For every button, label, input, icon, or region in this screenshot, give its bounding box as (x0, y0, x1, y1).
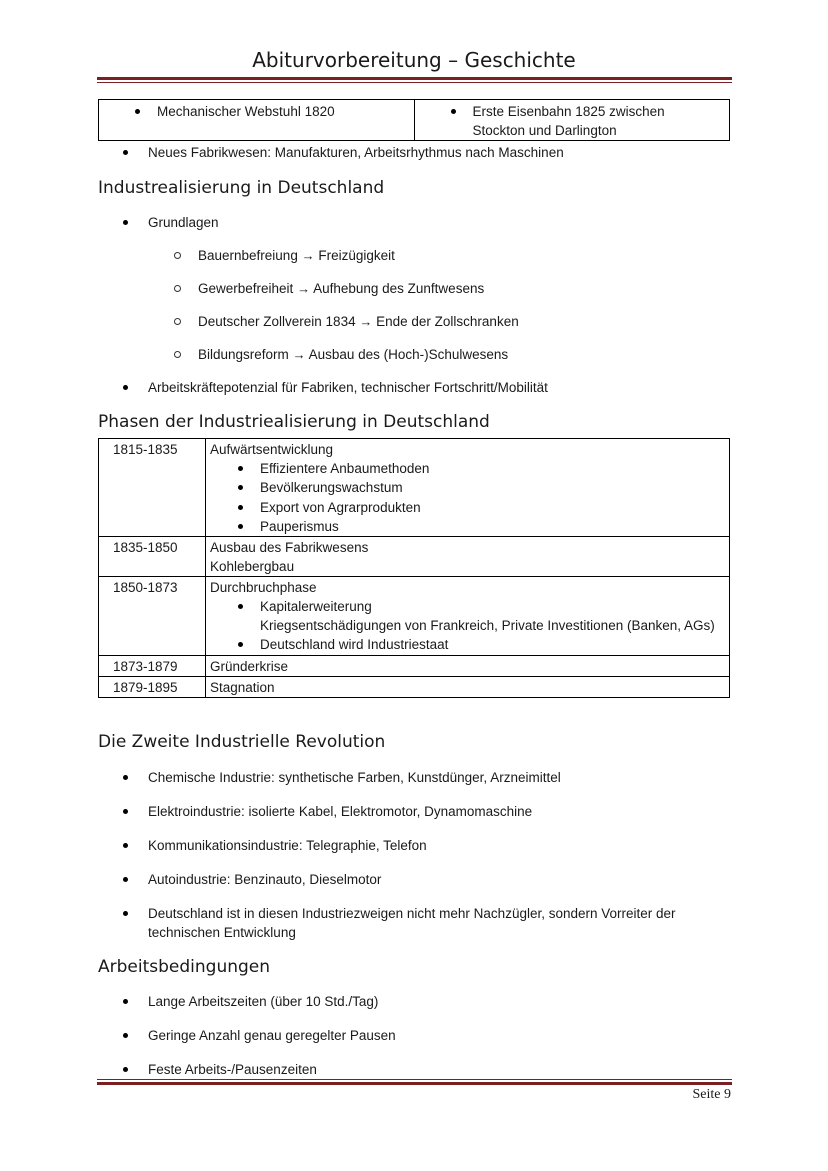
bullet-icon (123, 809, 128, 814)
arrow-right-icon: → (301, 248, 315, 263)
arbeitskraefte-list (98, 378, 730, 397)
bullet-icon (123, 220, 128, 225)
phase-description: Stagnation (206, 676, 730, 697)
arrow-right-icon: → (297, 281, 311, 296)
list-item: Lange Arbeitszeiten (über 10 Std./Tag) (98, 992, 730, 1011)
bullet-icon (238, 604, 243, 609)
bullet-icon (123, 775, 128, 780)
phase-years: 1835-1850 (99, 537, 206, 577)
list-item: Bauernbefreiung → Freizügigkeit (98, 246, 730, 265)
list-item: Gewerbefreiheit → Aufhebung des Zunftwesens (98, 279, 730, 298)
phase-years: 1850-1873 (99, 577, 206, 656)
list-item: Deutschland wird Industriestaat (210, 635, 729, 654)
page-number: Seite 9 (692, 1087, 731, 1102)
list-item: Elektroindustrie: isolierte Kabel, Elektromotor, Dynamomaschine (98, 802, 730, 821)
list-item: Chemische Industrie: synthetische Farben, Kunstdünger, Arzneimittel (98, 768, 730, 787)
page-content (98, 99, 730, 1079)
inventions-cell-right (414, 100, 730, 141)
list-item: Geringe Anzahl genau geregelter Pausen (98, 1026, 730, 1045)
phase-years: 1879-1895 (99, 676, 206, 697)
bullet-icon (238, 485, 243, 490)
fabrikwesen-list (98, 143, 730, 162)
section-heading-industrialisierung: Industrealisierung in Deutschland (98, 178, 385, 198)
table-row (99, 676, 730, 697)
bullet-icon (238, 524, 243, 529)
arrow-right-icon: → (292, 347, 306, 362)
bullet-icon (123, 1067, 128, 1072)
list-item: Neues Fabrikwesen: Manufakturen, Arbeitsrhythmus nach Maschinen (98, 143, 730, 162)
phase-bullets (210, 459, 729, 536)
phase-description: Ausbau des Fabrikwesens Kohlebergbau (206, 537, 730, 577)
section-heading-arbeitsbedingungen: Arbeitsbedingungen (98, 956, 271, 977)
circle-bullet-icon (174, 285, 181, 292)
bullet-icon (123, 911, 128, 916)
inventions-right-line1: Erste Eisenbahn 1825 zwischen (472, 104, 665, 119)
list-item: Bevölkerungswachstum (210, 478, 729, 497)
bullet-icon (123, 843, 128, 848)
list-item: Deutscher Zollverein 1834 → Ende der Zollschranken (98, 312, 730, 331)
list-item: Bildungsreform → Ausbau des (Hoch-)Schulwesens (98, 345, 730, 364)
grundlagen-list (98, 213, 730, 232)
list-item: Kommunikationsindustrie: Telegraphie, Telefon (98, 836, 730, 855)
footer-rule (97, 1079, 732, 1085)
table-row (99, 577, 730, 656)
list-item: Arbeitskräftepotenzial für Fabriken, technischer Fortschritt/Mobilität (98, 378, 730, 397)
list-item: Pauperismus (210, 517, 729, 536)
table-row (99, 439, 730, 537)
list-item: Feste Arbeits-/Pausenzeiten (98, 1060, 730, 1079)
phase-description: Aufwärtsentwicklung Effizientere Anbaumethoden Bevölkerungswachstum Export von Agrarprodukten Pauperismus (206, 439, 730, 537)
circle-bullet-icon (174, 252, 181, 259)
phase-description: Gründerkrise (206, 655, 730, 676)
phase-bullets (210, 597, 729, 616)
list-item: Kapitalerweiterung (210, 597, 729, 616)
inventions-right-line2: Stockton und Darlington (472, 123, 617, 138)
phase-bullets (210, 635, 729, 654)
bullet-continuation: Kriegsentschädigungen von Frankreich, Private Investitionen (Banken, AGs) (260, 618, 715, 634)
phase-description: Durchbruchphase Kapitalerweiterung Kriegsentschädigungen von Frankreich, Private Investitionen (Banken, AGs) Deutschland wird Industriestaat (206, 577, 730, 656)
inventions-left-text: Mechanischer Webstuhl 1820 (157, 104, 335, 119)
arrow-right-icon: → (359, 314, 373, 329)
bullet-icon (123, 877, 128, 882)
bullet-icon (238, 505, 243, 510)
inventions-cell-left (99, 100, 415, 141)
bullet-icon (238, 466, 243, 471)
list-item: Grundlagen (98, 213, 730, 232)
table-row (99, 537, 730, 577)
section-heading-zweite-revolution: Die Zweite Industrielle Revolution (98, 731, 386, 752)
circle-bullet-icon (174, 318, 181, 325)
list-item: Export von Agrarprodukten (210, 498, 729, 517)
grundlagen-sublist (98, 246, 730, 364)
list-item: Effizientere Anbaumethoden (210, 459, 729, 478)
bullet-icon (451, 109, 456, 114)
list-item: Autoindustrie: Benzinauto, Dieselmotor (98, 870, 730, 889)
bullet-icon (123, 999, 128, 1004)
list-item: Deutschland ist in diesen Industriezweigen nicht mehr Nachzügler, sondern Vorreiter der technischen Entwicklung (98, 904, 730, 942)
bullet-icon (135, 109, 140, 114)
bullet-icon (123, 1033, 128, 1038)
bullet-icon (123, 150, 128, 155)
inventions-table (98, 99, 730, 141)
table-row (99, 655, 730, 676)
zweite-revolution-list (98, 768, 730, 942)
page-title: Abiturvorbereitung – Geschichte (252, 48, 576, 72)
section-heading-phasen: Phasen der Industriealisierung in Deutschland (98, 412, 490, 432)
bullet-icon (123, 385, 128, 390)
phase-years: 1873-1879 (99, 655, 206, 676)
bullet-icon (238, 642, 243, 647)
phasen-table (98, 438, 730, 698)
header-rule (97, 77, 732, 83)
arbeitsbedingungen-list (98, 992, 730, 1079)
circle-bullet-icon (174, 351, 181, 358)
phase-years: 1815-1835 (99, 439, 206, 537)
